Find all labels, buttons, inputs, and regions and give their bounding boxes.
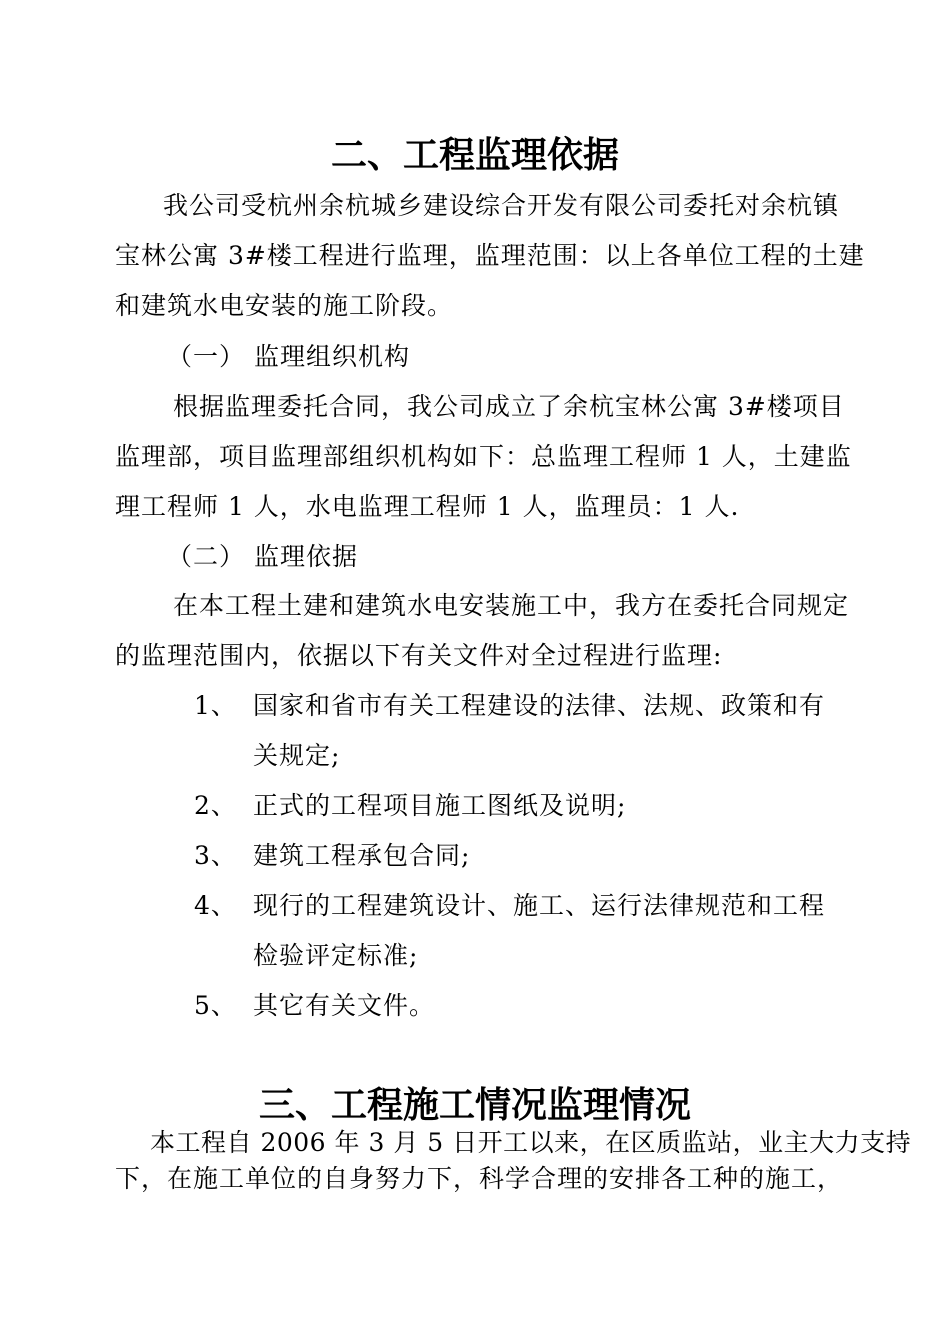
subsection-1-heading: （一） 监理组织机构: [167, 342, 410, 371]
list-item-4-text-line-1: 现行的工程建筑设计、施工、运行法律规范和工程: [253, 891, 826, 920]
section-3-title: 三、工程施工情况监理情况: [258, 1084, 691, 1126]
section-2-intro-line-3: 和建筑水电安装的施工阶段。: [115, 291, 454, 320]
subsection-1-line-3: 理工程师 1 人，水电监理工程师 1 人，监理员：1 人.: [115, 492, 740, 521]
list-item-1-text-line-2: 关规定;: [253, 741, 341, 770]
subsection-2-line-2: 的监理范围内，依据以下有关文件对全过程进行监理:: [115, 641, 723, 670]
list-item-1-text-line-1: 国家和省市有关工程建设的法律、法规、政策和有: [253, 691, 826, 720]
list-item-3-text: 建筑工程承包合同;: [253, 841, 471, 870]
section-3-line-2: 下，在施工单位的自身努力下，科学合理的安排各工种的施工，: [115, 1164, 844, 1193]
list-item-4-number: 4、: [194, 891, 237, 920]
section-2-title: 二、工程监理依据: [330, 134, 619, 176]
subsection-2-line-1: 在本工程土建和建筑水电安装施工中，我方在委托合同规定: [173, 591, 850, 620]
list-item-4-text-line-2: 检验评定标准;: [253, 941, 419, 970]
section-2-intro-line-2: 宝林公寓 3#楼工程进行监理，监理范围：以上各单位工程的土建: [115, 241, 865, 270]
subsection-2-heading: （二） 监理依据: [167, 542, 358, 571]
list-item-5-number: 5、: [194, 991, 237, 1020]
list-item-2-text: 正式的工程项目施工图纸及说明;: [253, 791, 627, 820]
list-item-3-number: 3、: [194, 841, 237, 870]
list-item-5-text: 其它有关文件。: [253, 991, 436, 1020]
list-item-2-number: 2、: [194, 791, 237, 820]
subsection-1-line-1: 根据监理委托合同，我公司成立了余杭宝林公寓 3#楼项目: [173, 392, 845, 421]
section-3-line-1: 本工程自 2006 年 3 月 5 日开工以来，在区质监站，业主大力支持: [150, 1128, 912, 1157]
section-2-intro-line-1: 我公司受杭州余杭城乡建设综合开发有限公司委托对余杭镇: [163, 191, 840, 220]
subsection-1-line-2: 监理部，项目监理部组织机构如下：总监理工程师 1 人，土建监: [115, 442, 852, 471]
list-item-1-number: 1、: [194, 691, 237, 720]
